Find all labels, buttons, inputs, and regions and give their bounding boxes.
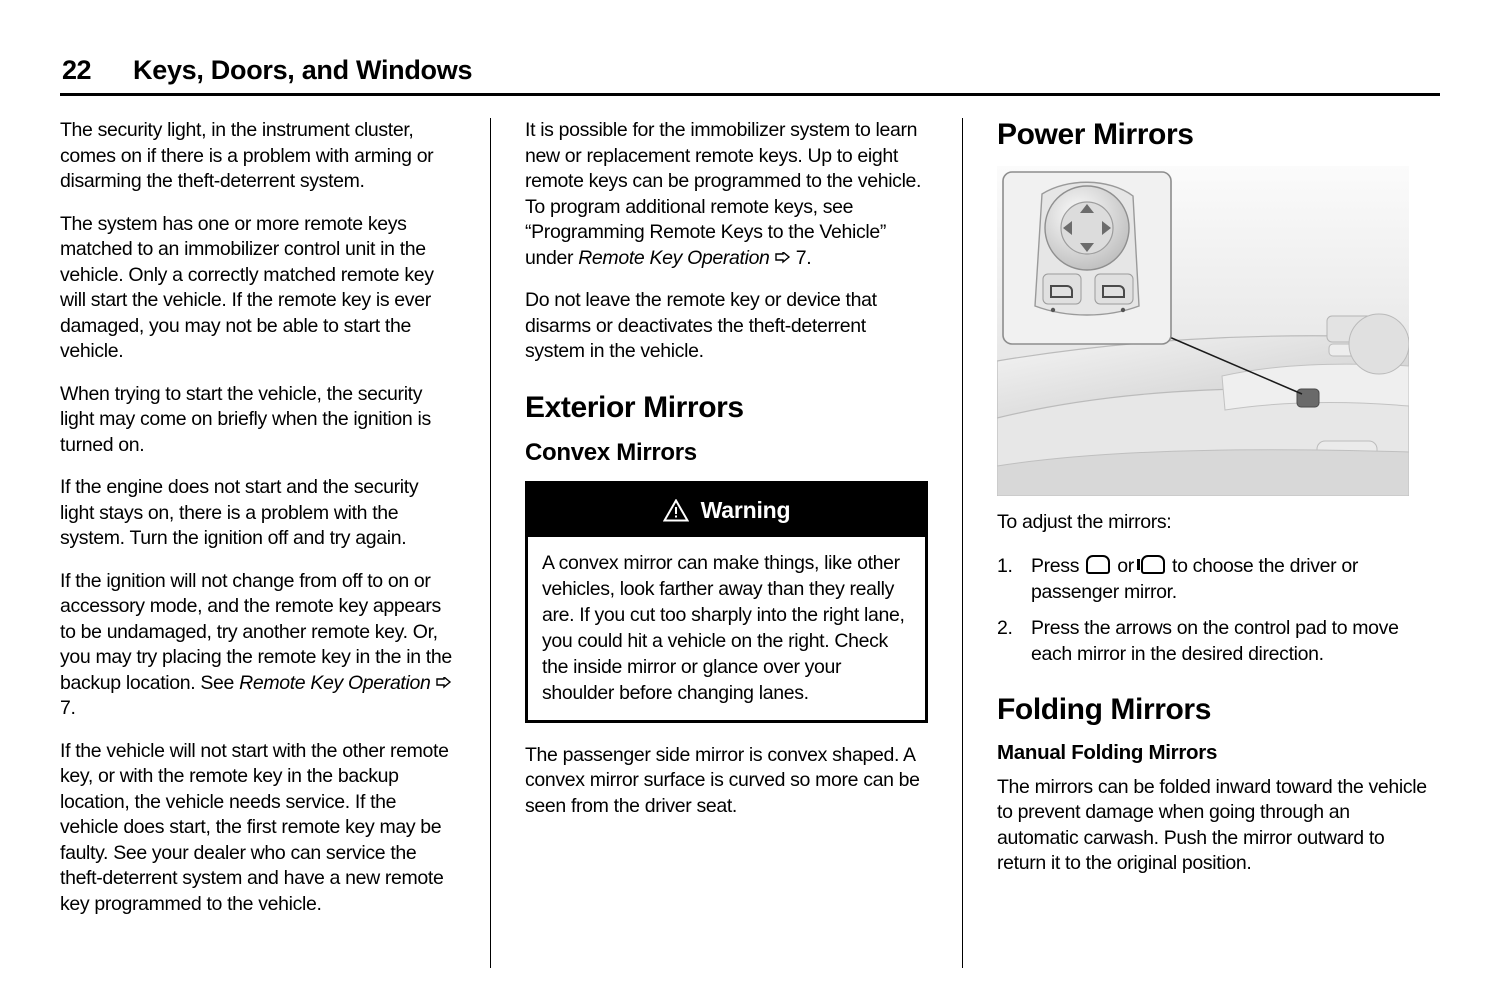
crossref-arrow-icon (430, 672, 451, 694)
heading-exterior-mirrors: Exterior Mirrors (525, 390, 744, 424)
adjust-steps-list (997, 553, 1434, 667)
page-number: 22 (62, 55, 92, 85)
paragraph-learn-keys (525, 118, 928, 271)
step1-suffix: to choose the driver or passenger mirror. (1031, 554, 1358, 603)
ignition-crossref-italic: Remote Key Operation (239, 671, 431, 694)
heading-convex-mirrors: Convex Mirrors (525, 438, 697, 466)
paragraph-adjust-mirrors: To adjust the mirrors: (997, 511, 1172, 533)
column-right (962, 118, 1434, 968)
list-item (997, 615, 1434, 667)
page-title: Keys, Doors, and Windows (133, 55, 473, 85)
paragraph-engine-no-start: If the engine does not start and the security light stays on, there is a problem with the system. Turn the ignition off and try again. (60, 476, 419, 549)
column-middle (490, 118, 962, 968)
left-mirror-icon (1141, 555, 1165, 574)
step-text: Press the arrows on the control pad to move each mirror in the desired direction. (1031, 616, 1399, 665)
step-number: 1. (997, 554, 1013, 577)
content-columns (60, 118, 1440, 968)
heading-folding-mirrors: Folding Mirrors (997, 692, 1211, 726)
header-divider (60, 93, 1440, 96)
ignition-text-suffix: 7. (60, 697, 76, 719)
warning-text: A convex mirror can make things, like other vehicles, look farther away than they really are. If you cut too sharply into the right lane, you could hit a vehicle on the right. Check the inside mirror or glance over your shoulder before changing lanes. (542, 551, 905, 704)
paragraph-ignition-mode (60, 569, 456, 722)
paragraph-immobilizer-match: The system has one or more remote keys matched to an immobilizer control unit in the vehicle. Only a correctly matched remote key will start the vehicle. If the remote key is ever damaged, you may not be able to start the vehicle. (60, 212, 434, 362)
paragraph-security-light-briefly: When trying to start the vehicle, the security light may come on briefly when the ignition is turned on. (60, 382, 431, 456)
learn-keys-prefix: It is possible for the immobilizer system to learn new or replacement remote keys. Up to eight remote keys can be programmed to the vehicle. To program additional remote keys, see “Programming Remote Keys to the Vehicle” under (525, 119, 922, 269)
learn-keys-crossref-italic: Remote Key Operation (578, 246, 770, 269)
paragraph-manual-folding: The mirrors can be folded inward toward the vehicle to prevent damage when going through an automatic carwash. Push the mirror outward to return it to the original position. (997, 775, 1427, 874)
crossref-arrow-icon (770, 247, 796, 269)
step-text (1031, 553, 1434, 605)
step1-prefix: Press (1031, 554, 1085, 577)
paragraph-security-light: The security light, in the instrument cluster, comes on if there is a problem with arming or disarming the theft-deterrent system. (60, 119, 434, 192)
column-left (60, 118, 490, 968)
heading-manual-folding-mirrors: Manual Folding Mirrors (997, 740, 1218, 764)
warning-label: Warning (700, 496, 791, 523)
paragraph-do-not-leave: Do not leave the remote key or device that disarms or deactivates the theft-deterrent system in the vehicle. (525, 289, 877, 362)
warning-box (525, 481, 928, 723)
warning-triangle-icon (663, 499, 689, 522)
page-header (60, 55, 1440, 86)
warning-header (528, 484, 925, 537)
ignition-text-prefix: If the ignition will not change from off to on or accessory mode, and the remote key appears to be undamaged, try another remote key. Or, you may try placing the remote key in the in the backup location. See (60, 569, 452, 694)
right-mirror-icon (1086, 555, 1110, 574)
power-mirror-illustration (997, 166, 1409, 496)
step-number: 2. (997, 616, 1013, 639)
step1-middle: or (1112, 554, 1139, 577)
paragraph-passenger-mirror: The passenger side mirror is convex shaped. A convex mirror surface is curved so more can be seen from the driver seat. (525, 743, 920, 817)
learn-keys-suffix: 7. (795, 246, 812, 269)
paragraph-vehicle-no-start: If the vehicle will not start with the other remote key, or with the remote key in the backup location, the vehicle needs service. If the vehicle does start, the first remote key may be faulty. See your dealer who can service the theft-deterrent system and have a new remote key programmed to the vehicle. (60, 739, 449, 915)
list-item (997, 553, 1434, 605)
heading-power-mirrors: Power Mirrors (997, 118, 1194, 151)
